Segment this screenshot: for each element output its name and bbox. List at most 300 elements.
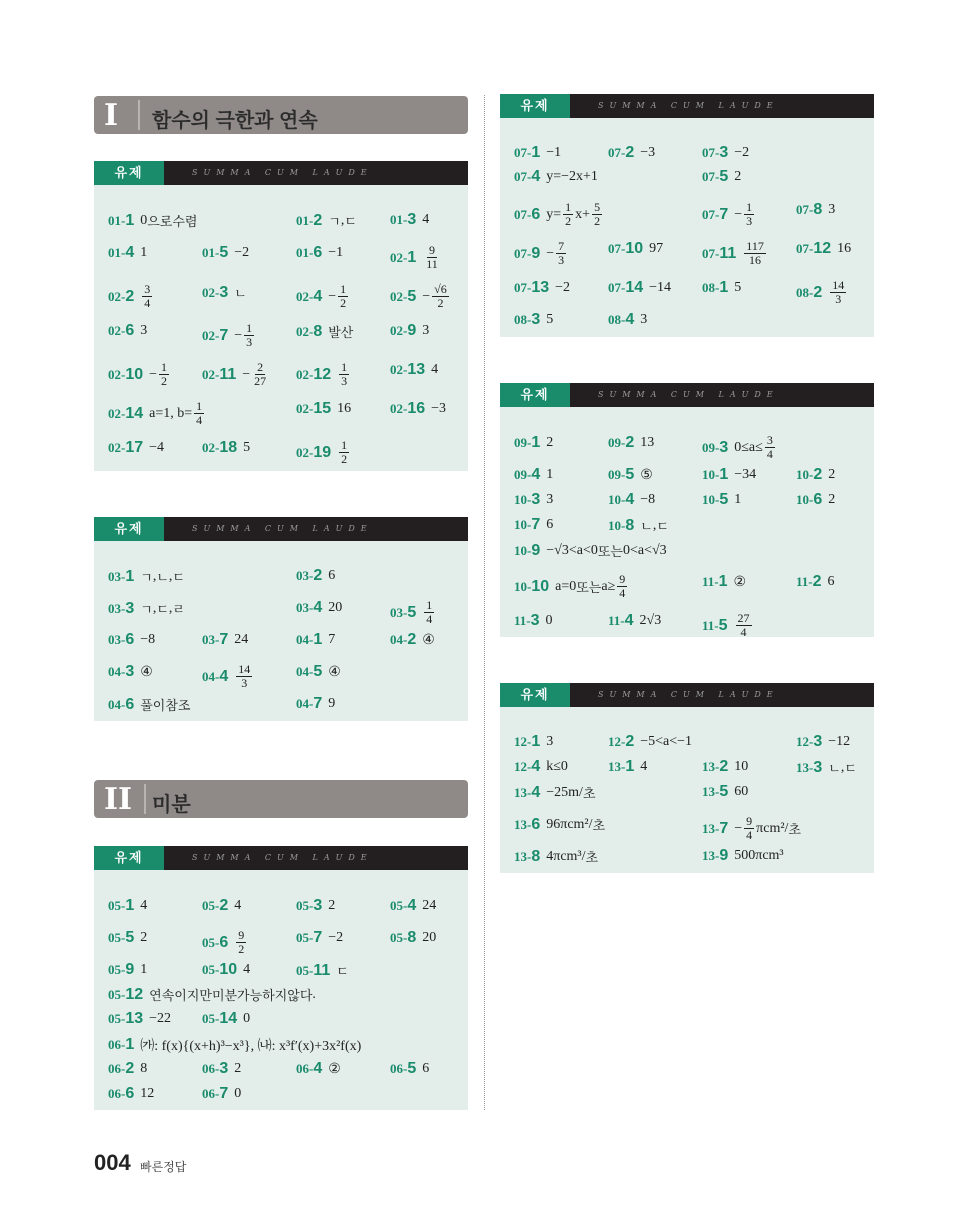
answer-value: 0 으로 수렴 [140,212,198,230]
answer-value: 5 [734,280,742,295]
answer-value: −1 [546,145,562,160]
problem-number: 07-9 [514,244,541,262]
answer-item [202,961,250,979]
problem-number: 02-8 [296,322,323,340]
answer-item [702,847,784,865]
problem-number: 08-2 [796,283,823,301]
answer-item [702,573,746,591]
answer-value: 0 [234,1086,242,1101]
answer-value: a=0 또는 a≥ $\frac{9}{4}$ [555,572,626,600]
answer-item [608,516,669,535]
problem-number: 13-4 [514,783,541,801]
answer-item [296,211,357,230]
problem-number: 02-11 [202,365,237,383]
answer-item [514,733,553,751]
box-subtitle: SUMMA CUM LAUDE [192,168,373,177]
answer-value: − $\frac{1}{3}$ [734,200,753,228]
answer-value: 2√3 [639,613,662,628]
problem-number: 02-5 [390,287,417,305]
answer-value: −2 [555,280,571,295]
problem-number: 02-18 [202,439,238,456]
problem-number: 11-4 [608,612,634,629]
answer-value: 16 [337,401,352,416]
answer-value: −2 [734,145,750,160]
problem-number: 02-3 [202,283,229,301]
answer-value: −8 [640,492,656,507]
problem-number: 10-8 [608,516,635,534]
answer-item [296,244,343,262]
answer-item [608,240,663,258]
answer-item [296,1060,341,1078]
box-header [94,161,468,185]
answer-item [202,897,241,915]
box-header [500,383,874,407]
box-tag: 유제 [500,683,570,707]
answer-item [202,1010,250,1028]
problem-number: 07-2 [608,144,635,161]
box-subtitle: SUMMA CUM LAUDE [598,101,779,110]
answer-item [702,758,748,776]
answer-value: 6 [422,1061,430,1076]
problem-number: 13-9 [702,847,729,864]
problem-number: 04-3 [108,663,135,680]
answer-value: −25m/ 초 [546,784,596,802]
answer-item [108,929,147,947]
answer-item [108,322,147,340]
problem-number: 06-2 [108,1060,135,1077]
answer-value: − $\frac{1}{2}$ [328,282,347,310]
answer-item [108,1085,154,1103]
problem-number: 09-5 [608,466,635,483]
answer-value: −5<a<−1 [640,734,693,749]
box-header [500,683,874,707]
problem-number: 07-5 [702,168,729,185]
problem-number: 04-7 [296,695,323,712]
problem-number: 05-6 [202,933,229,951]
problem-number: 02-9 [390,322,417,339]
answer-value: 60 [734,784,749,799]
problem-number: 05-11 [296,961,331,979]
problem-number: 10-6 [796,491,823,508]
answer-value: 4 [422,212,430,227]
answer-value: 2 [328,898,336,913]
answer-value: 3 [422,323,430,338]
problem-number: 11-1 [702,573,728,590]
answer-box-1 [94,161,468,471]
problem-number: 02-17 [108,439,144,456]
answer-item [608,279,671,297]
answer-value: 12 [140,1086,155,1101]
answer-item [108,211,198,230]
problem-number: 02-15 [296,400,332,417]
answer-box-5 [500,383,874,637]
answer-item [108,961,147,979]
answer-value: − $\frac{√6}{2}$ [422,282,447,310]
answer-item [702,201,756,228]
answer-value: $\frac{9}{11}$ [426,243,438,271]
problem-number: 07-7 [702,205,729,223]
answer-value: ② [328,1061,341,1077]
answer-value: 4 [640,759,648,774]
problem-number: 04-5 [296,663,323,680]
box-tag: 유제 [94,161,164,185]
answer-value: −√3<a<0 또는 0<a<√3 [546,542,667,560]
answer-item [390,897,436,915]
answer-item [514,466,553,484]
answer-value: 풀이 참조 [140,699,191,714]
answer-value: $\frac{1}{3}$ [341,360,348,388]
answer-item [514,279,570,297]
answer-item [108,985,316,1004]
problem-number: 05-7 [296,929,323,946]
answer-value: ④ [328,664,341,680]
problem-number: 06-6 [108,1085,135,1102]
problem-number: 09-4 [514,466,541,483]
page-number: 004 [94,1150,131,1175]
answer-item [296,897,335,915]
problem-number: 01-5 [202,244,229,261]
answer-value: 4 [431,362,439,377]
answer-value: 0≤a≤ $\frac{3}{4}$ [734,433,773,461]
answer-value: $\frac{1}{2}$ [341,438,348,466]
answer-box-2 [94,517,468,721]
problem-number: 02-4 [296,287,323,305]
answer-value: − $\frac{1}{3}$ [234,321,253,349]
answer-value: 5 [243,440,251,455]
box-tag: 유제 [500,383,570,407]
problem-number: 07-12 [796,240,832,257]
problem-number: 06-1 [108,1036,135,1053]
problem-number: 05-2 [202,897,229,914]
problem-number: 04-4 [202,667,229,685]
answer-value: k≤0 [546,759,568,774]
answer-value: $\frac{27}{4}$ [737,611,750,639]
box-subtitle: SUMMA CUM LAUDE [192,853,373,862]
answer-value: ② [733,574,747,590]
answer-value: −2 [234,245,250,260]
problem-number: 06-3 [202,1060,229,1077]
problem-number: 07-10 [608,240,644,257]
answer-item [514,168,598,186]
answer-value: ㄷ [336,965,349,980]
answer-value: 96πcm²/ 초 [546,816,606,834]
answer-item [702,168,741,186]
answer-item [796,573,835,591]
answer-value: 7 [328,632,336,647]
chapter-divider [138,100,140,130]
problem-number: 03-3 [108,599,135,617]
answer-item [514,758,568,776]
problem-number: 13-7 [702,819,729,837]
problem-number: 02-1 [390,248,417,266]
answer-item [108,567,185,586]
answer-item [796,201,835,219]
answer-item [608,466,653,484]
answer-value: 1 [546,467,554,482]
answer-value: 500πcm³ [734,848,784,863]
answer-item [390,929,436,947]
answer-item [296,663,341,681]
answer-item [702,815,801,842]
answer-item [202,1060,241,1078]
answer-value: 10 [734,759,749,774]
answer-box-3 [94,846,468,1110]
box-tag: 유제 [94,517,164,541]
answer-item [296,961,349,980]
answer-value: 9 [328,696,336,711]
problem-number: 07-1 [514,144,541,161]
problem-number: 02-12 [296,365,332,383]
answer-value: −2 [328,930,344,945]
answer-item [108,631,155,649]
answer-item [108,361,171,388]
answer-value: ㄱ , ㄷ [328,212,357,230]
answer-value: y=−2x+1 [546,169,598,184]
chapter-number: II [104,782,133,817]
answer-item [296,400,351,418]
answer-value: 3 [140,323,148,338]
answer-value: 2 [828,467,836,482]
answer-box-4 [500,94,874,337]
answer-value: 3 [546,734,554,749]
answer-value: $\frac{14}{3}$ [832,278,845,306]
answer-item [796,466,835,484]
problem-number: 10-7 [514,516,541,533]
answer-value: ④ [140,664,153,680]
answer-value: 발산 [328,326,354,341]
box-subtitle: SUMMA CUM LAUDE [598,390,779,399]
answer-item [108,695,191,714]
answer-item [202,631,248,649]
answer-value: ㄴ , ㄷ [828,759,857,777]
answer-item [608,491,655,509]
answer-item [608,758,647,776]
answer-item [390,283,451,310]
answer-value: ㄱ , ㄴ , ㄷ [140,568,185,586]
box-header [500,94,874,118]
problem-number: 10-4 [608,491,635,508]
answer-value: 4πcm³/ 초 [546,848,599,866]
answer-value: 4 [243,962,251,977]
answer-item [108,599,185,618]
answer-value: 1 [734,492,742,507]
answer-value: 3 [828,202,836,217]
answer-value: $\frac{9}{2}$ [238,928,245,956]
answer-value: 0 [545,613,553,628]
answer-item [702,612,754,639]
answer-value: 4 [234,898,242,913]
answer-value: − $\frac{9}{4}$ πcm²/ 초 [734,814,801,842]
problem-number: 08-1 [702,279,729,296]
answer-item [202,283,247,302]
answer-value: ④ [422,632,435,648]
chapter-banner-2 [94,780,468,818]
answer-item [202,663,254,690]
answer-value: 2 [234,1061,242,1076]
answer-item [390,1060,429,1078]
answer-item [296,567,335,585]
problem-number: 09-1 [514,434,541,451]
problem-number: 02-16 [390,400,426,417]
answer-item [108,897,147,915]
problem-number: 02-10 [108,365,144,383]
problem-number: 10-1 [702,466,729,483]
problem-number: 01-4 [108,244,135,261]
answer-item [390,211,429,229]
answer-value: $\frac{1}{4}$ [426,598,433,626]
problem-number: 04-2 [390,631,417,648]
chapter-number: I [104,98,119,133]
problem-number: 08-3 [514,311,541,328]
answer-value: ㈎: f(x){(x+h)³−x³}, ㈏: x³f′(x)+3x²f(x) [140,1039,362,1054]
answer-item [514,434,553,452]
problem-number: 10-5 [702,491,729,508]
problem-number: 03-6 [108,631,135,648]
answer-item [108,1060,147,1078]
problem-number: 01-2 [296,211,323,229]
problem-number: 04-1 [296,631,323,648]
problem-number: 05-10 [202,961,238,978]
answer-value: 1 [140,962,148,977]
answer-value: 2 [140,930,148,945]
answer-box-6 [500,683,874,873]
answer-value: 20 [328,600,343,615]
answer-item [514,541,667,560]
answer-value: 1 [140,245,148,260]
problem-number: 10-10 [514,577,550,595]
answer-value: $\frac{117}{16}$ [746,239,764,267]
answer-item [608,311,647,329]
answer-value: 4 [140,898,148,913]
answer-item [514,144,561,162]
answer-item [796,491,835,509]
problem-number: 06-4 [296,1060,323,1077]
answer-item [202,322,256,349]
problem-number: 10-3 [514,491,541,508]
problem-number: 12-2 [608,733,635,750]
problem-number: 09-2 [608,434,635,451]
problem-number: 07-11 [702,244,737,262]
chapter-banner-1 [94,96,468,134]
problem-number: 03-5 [390,603,417,621]
answer-item [514,847,598,866]
answer-item [514,311,553,329]
answer-item [296,929,343,947]
problem-number: 07-3 [702,144,729,161]
problem-number: 05-1 [108,897,135,914]
answer-value: 2 [546,435,554,450]
answer-value: ㄴ [234,287,247,302]
answer-value: −14 [649,280,672,295]
answer-item [296,439,351,466]
problem-number: 02-7 [202,326,229,344]
answer-item [608,733,692,751]
answer-value: 6 [827,574,835,589]
problem-number: 13-5 [702,783,729,800]
problem-number: 07-14 [608,279,644,296]
problem-number: 11-3 [514,612,540,629]
answer-item [108,283,154,310]
answer-value: 연속이지만 미분가능하지 않다 . [149,986,316,1004]
answer-value: $\frac{14}{3}$ [238,662,251,690]
problem-number: 09-3 [702,438,729,456]
box-tag: 유제 [500,94,570,118]
answer-value: −3 [431,401,447,416]
problem-number: 05-3 [296,897,323,914]
answer-item [108,400,206,427]
answer-value: −34 [734,467,757,482]
answer-value: 8 [140,1061,148,1076]
answer-item [514,201,604,228]
answer-value: 24 [234,632,249,647]
answer-value: 3 [546,492,554,507]
answer-item [514,612,553,630]
problem-number: 02-6 [108,322,135,339]
answer-value: 2 [734,169,742,184]
answer-item [702,279,741,297]
answer-value: 5 [546,312,554,327]
answer-value: a=1, b= $\frac{1}{4}$ [149,399,203,427]
answer-item [296,322,353,341]
answer-value: 24 [422,898,437,913]
answer-value: 16 [837,241,852,256]
problem-number: 01-6 [296,244,323,261]
answer-value: 0 [243,1011,251,1026]
answer-value: 2 [828,492,836,507]
problem-number: 02-14 [108,404,144,422]
answer-item [608,612,661,630]
answer-value: 3 [640,312,648,327]
answer-item [296,631,335,649]
answer-item [608,434,654,452]
answer-value: ㄱ , ㄷ , ㄹ [140,600,185,618]
problem-number: 12-1 [514,733,541,750]
problem-number: 10-9 [514,541,541,559]
answer-item [702,434,777,461]
answer-item [390,322,429,340]
answer-item [514,783,596,802]
problem-number: 13-2 [702,758,729,775]
chapter-divider [144,784,146,814]
problem-number: 02-2 [108,287,135,305]
answer-value: −3 [640,145,656,160]
answer-value: −22 [149,1011,172,1026]
answer-item [202,929,248,956]
answer-item [202,1085,241,1103]
problem-number: 06-5 [390,1060,417,1077]
answer-value: − $\frac{7}{3}$ [546,239,565,267]
problem-number: 01-3 [390,211,417,228]
chapter-title: 미분 [152,794,191,816]
answer-value: 13 [640,435,655,450]
answer-item [202,439,250,457]
answer-item [296,695,335,713]
answer-item [702,466,756,484]
problem-number: 05-5 [108,929,135,946]
problem-number: 02-13 [390,361,426,378]
problem-number: 12-4 [514,758,541,775]
problem-number: 07-13 [514,279,550,296]
problem-number: 07-6 [514,205,541,223]
answer-value: ㄴ , ㄷ [640,517,669,535]
answer-item [108,1035,361,1055]
answer-item [296,361,351,388]
answer-item [202,244,249,262]
answer-item [296,283,350,310]
problem-number: 04-6 [108,695,135,713]
problem-number: 03-4 [296,599,323,616]
problem-number: 11-5 [702,616,728,634]
